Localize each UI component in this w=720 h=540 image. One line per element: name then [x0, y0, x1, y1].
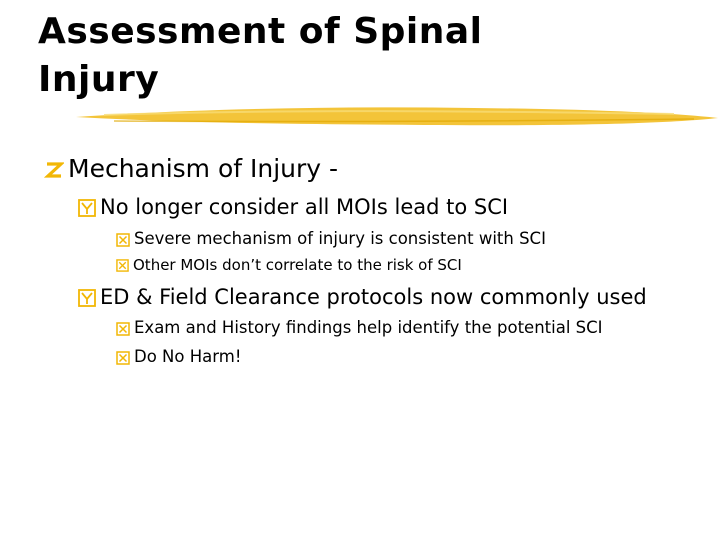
bullet-ed-field-clearance	[78, 282, 647, 312]
bullet-no-longer-consider	[78, 192, 508, 222]
bullet-text: Severe mechanism of injury is consistent with SCI	[134, 229, 546, 248]
bullet-text: Mechanism of Injury -	[68, 154, 339, 183]
x-bullet-icon	[116, 322, 130, 336]
bullet-text: Other MOIs don’t correlate to the risk of SCI	[133, 256, 462, 274]
y-bullet-icon	[78, 289, 96, 307]
x-bullet-icon	[116, 259, 129, 272]
bullet-severe-mechanism	[116, 227, 546, 251]
bullet-do-no-harm	[116, 345, 241, 369]
slide-title	[38, 8, 678, 104]
bullet-text: No longer consider all MOIs lead to SCI	[100, 195, 509, 219]
y-bullet-icon	[78, 199, 96, 217]
bullet-mechanism-of-injury	[44, 152, 338, 186]
slide-title-line-2: Injury	[38, 59, 160, 100]
x-bullet-icon	[116, 233, 130, 247]
slide-title-line-1: Assessment of Spinal	[38, 11, 483, 52]
bullet-text: Exam and History findings help identify the potential SCI	[134, 318, 603, 337]
bullet-other-mois	[116, 254, 462, 276]
bullet-text: Do No Harm!	[134, 347, 242, 366]
bullet-text: ED & Field Clearance protocols now commonly used	[100, 285, 647, 309]
bullet-exam-and-history	[116, 316, 603, 340]
x-bullet-icon	[116, 351, 130, 365]
title-underline-brush	[74, 104, 720, 130]
z-bullet-icon	[44, 160, 64, 180]
